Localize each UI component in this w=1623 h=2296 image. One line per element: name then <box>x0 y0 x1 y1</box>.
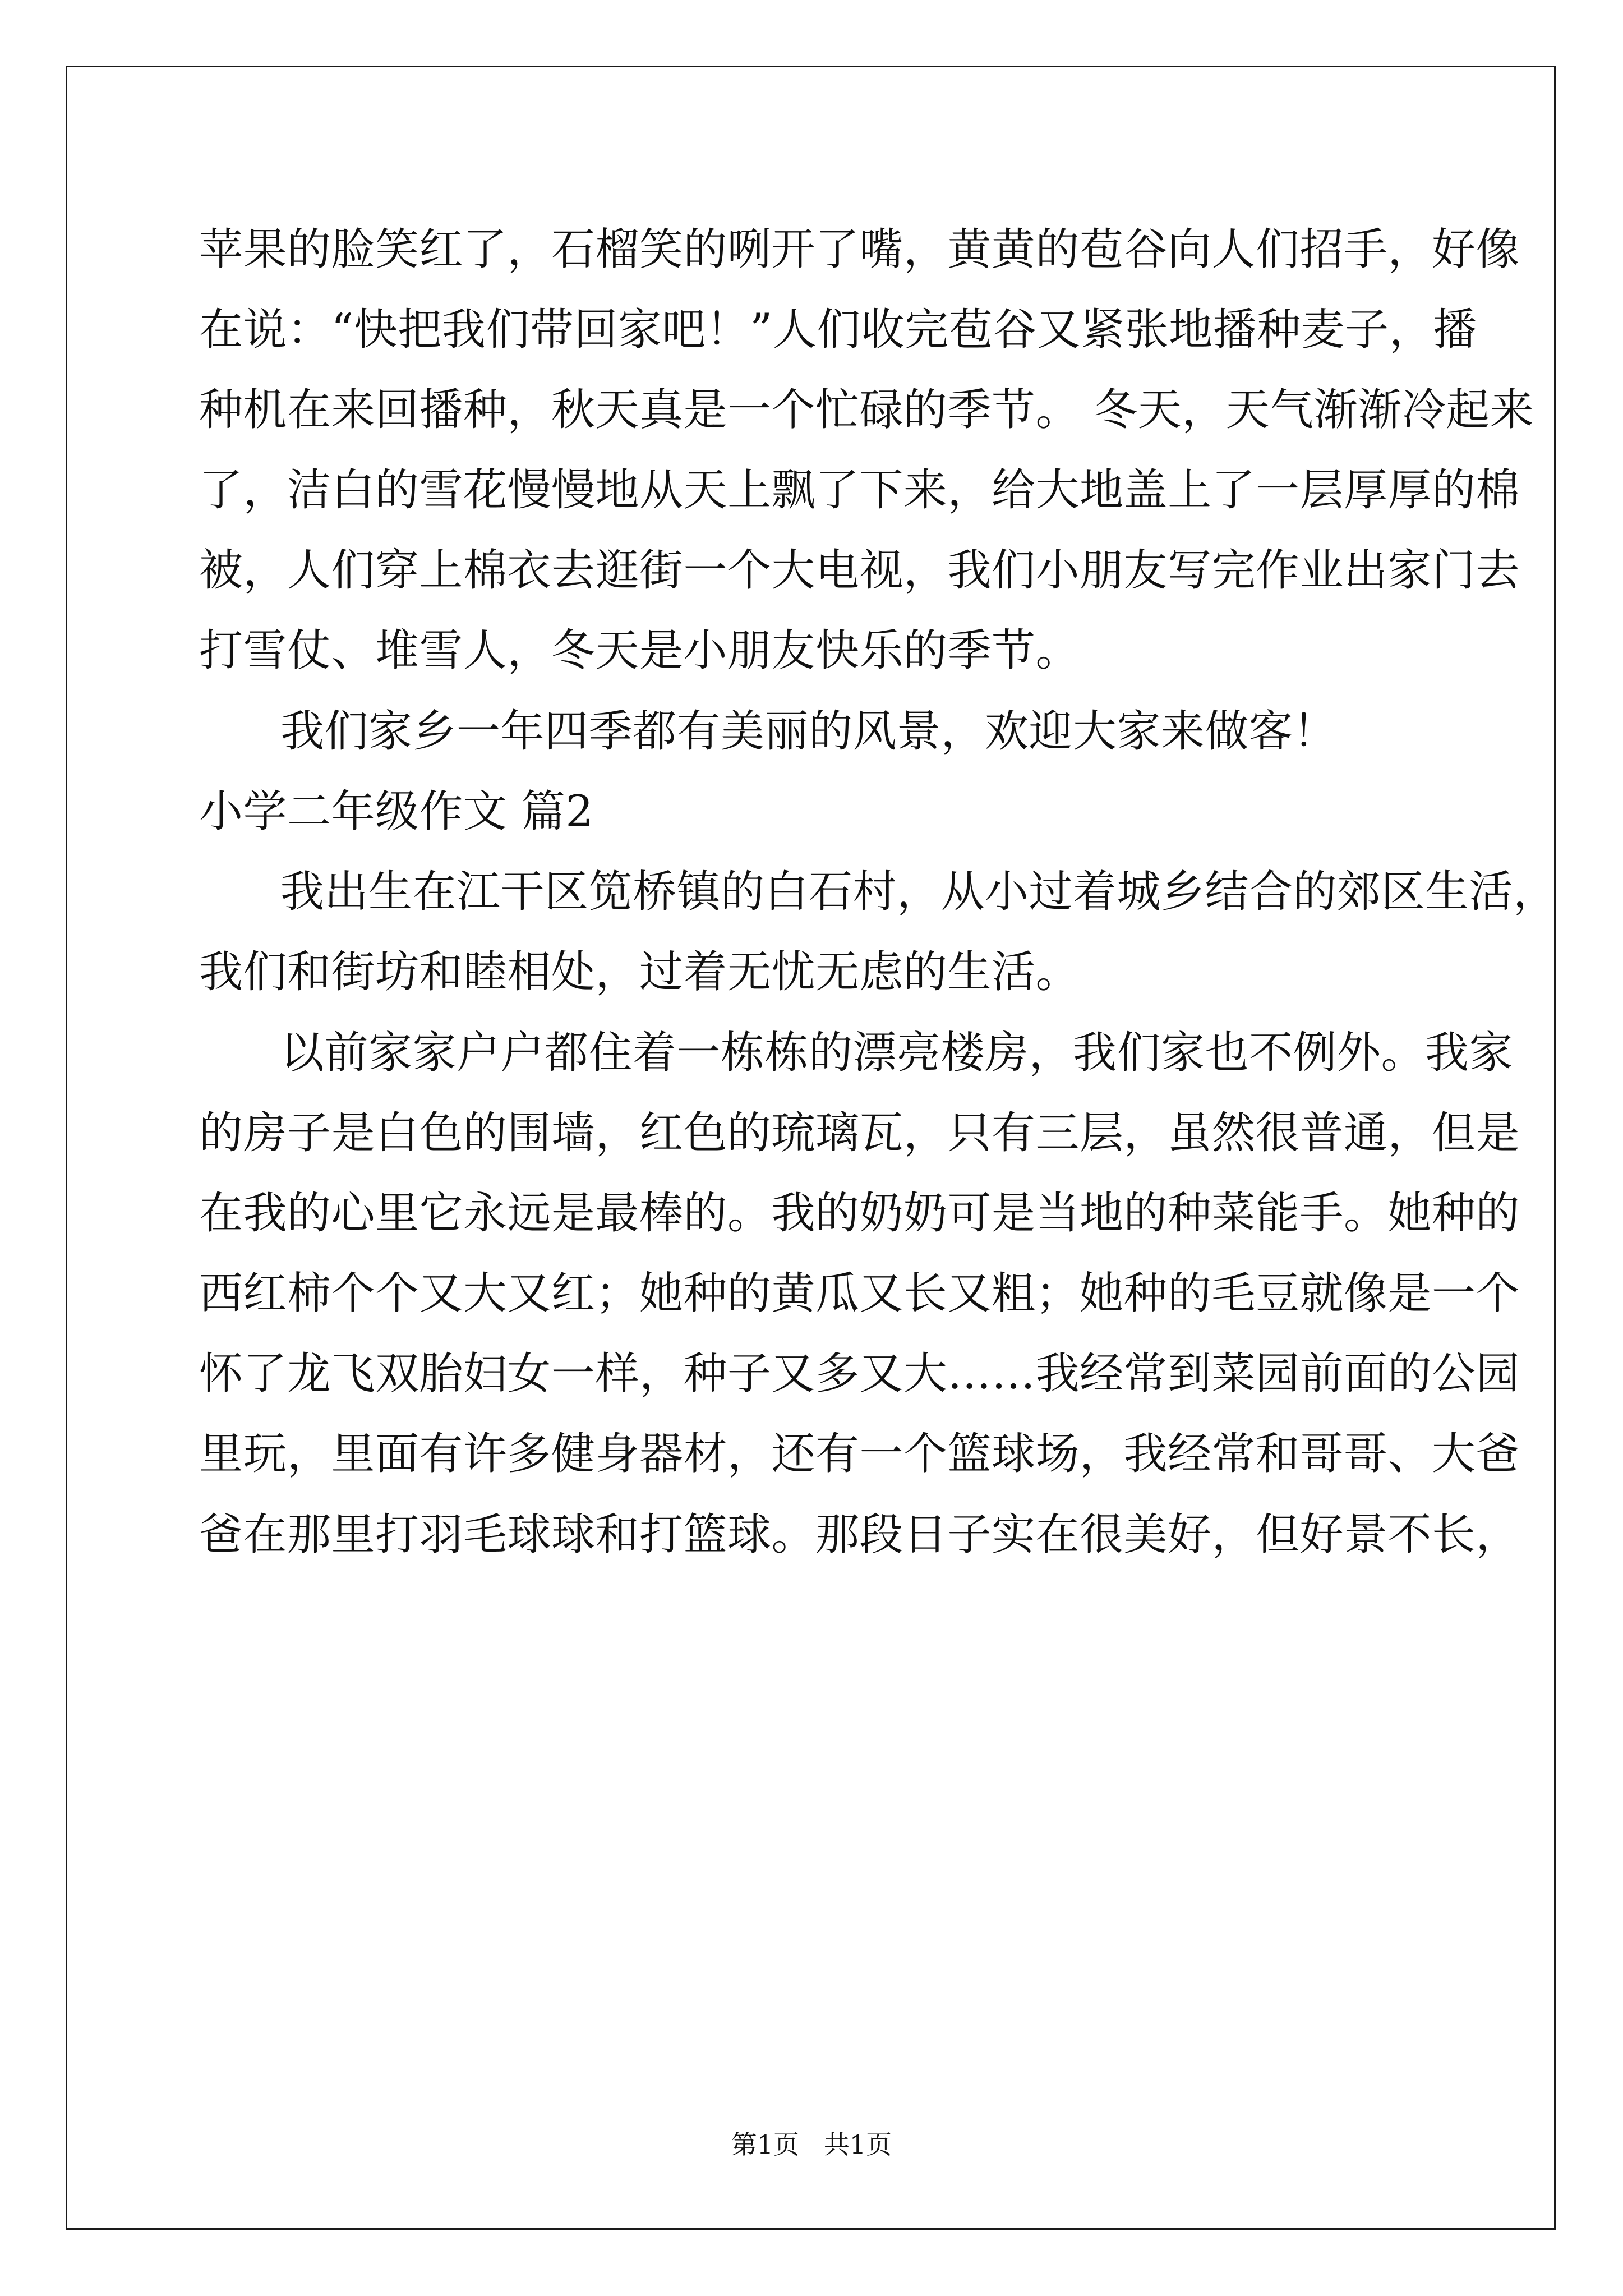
text-line: 苹果的脸笑红了，石榴笑的咧开了嘴，黄黄的苞谷向人们招手，好像 <box>199 224 1520 275</box>
text-line: 我出生在江干区笕桥镇的白石村，从小过着城乡结合的郊区生活， <box>280 867 1557 917</box>
text-line: 爸在那里打羽毛球球和打篮球。那段日子实在很美好，但好景不长， <box>199 1510 1520 1560</box>
text-line: 我们家乡一年四季都有美丽的风景，欢迎大家来做客！ <box>280 706 1338 757</box>
text-line: 我们和街坊和睦相处，过着无忧无虑的生活。 <box>199 947 1080 997</box>
text-line: 里玩，里面有许多健身器材，还有一个篮球场，我经常和哥哥、大爸 <box>199 1429 1520 1479</box>
text-line: 在说：“快把我们带回家吧！”人们收完苞谷又紧张地播种麦子，播 <box>199 305 1477 355</box>
text-line: 了，洁白的雪花慢慢地从天上飘了下来，给大地盖上了一层厚厚的棉 <box>199 465 1520 516</box>
text-line: 西红柿个个又大又红；她种的黄瓜又长又粗；她种的毛豆就像是一个 <box>199 1268 1520 1319</box>
text-line: 种机在来回播种，秋天真是一个忙碌的季节。 冬天，天气渐渐冷起来 <box>199 385 1534 435</box>
text-line: 打雪仗、堆雪人，冬天是小朋友快乐的季节。 <box>199 625 1080 676</box>
text-line: 在我的心里它永远是最棒的。我的奶奶可是当地的种菜能手。她种的 <box>199 1188 1520 1239</box>
text-line: 的房子是白色的围墙，红色的琉璃瓦，只有三层，虽然很普通，但是 <box>199 1108 1520 1158</box>
text-line: 以前家家户户都住着一栋栋的漂亮楼房，我们家也不例外。我家 <box>280 1028 1514 1078</box>
text-line: 怀了龙飞双胎妇女一样，种子又多又大……我经常到菜园前面的公园 <box>199 1349 1520 1399</box>
section-heading: 小学二年级作文 篇2 <box>199 786 594 837</box>
page-footer: 第1页 共1页 <box>731 2129 892 2160</box>
text-line: 被，人们穿上棉衣去逛街一个大电视，我们小朋友写完作业出家门去 <box>199 545 1520 596</box>
